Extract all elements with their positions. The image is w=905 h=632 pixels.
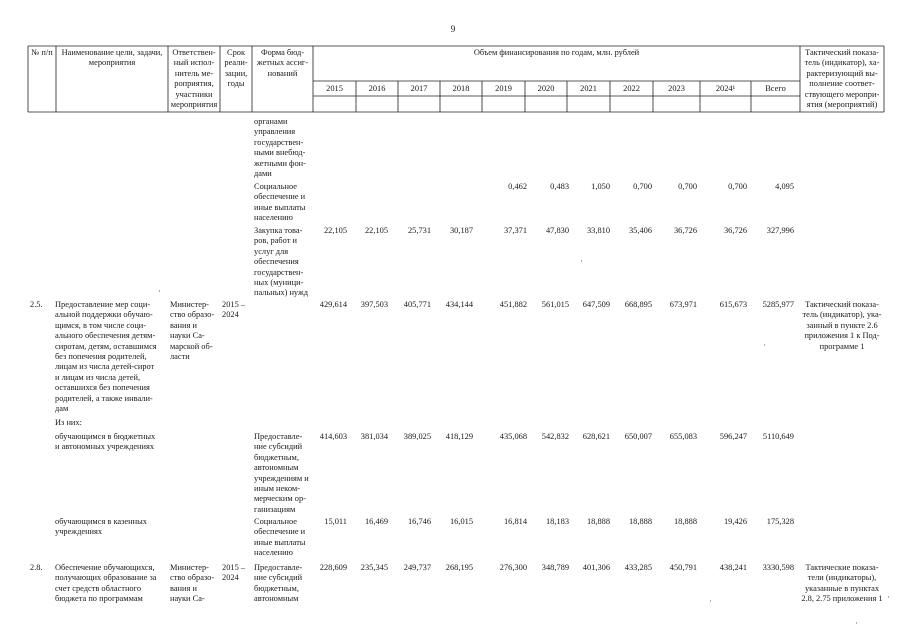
row-value-2018: 16,015: [449, 517, 473, 526]
row-value-2021: 33,810: [586, 226, 610, 235]
row-value-2023: 18,888: [673, 517, 697, 526]
header-year-2016: 2016: [368, 84, 386, 93]
header-year-2020: 2020: [537, 84, 555, 93]
row-value-2023: 0,700: [678, 182, 697, 191]
row-value-2021: 1,050: [591, 182, 610, 191]
row-value-2016: 22,105: [364, 226, 388, 235]
row-value-2018: 268,195: [445, 563, 473, 572]
row-term: 2015 – 2024: [222, 300, 246, 320]
row-value-2019: 37,371: [503, 226, 527, 235]
header-year-2019: 2019: [495, 84, 512, 93]
row-value-2016: 381,034: [360, 432, 388, 441]
row-value-total: 4,095: [775, 182, 794, 191]
row-value-2020: 0,483: [550, 182, 569, 191]
row-value-2022: 668,895: [624, 300, 652, 309]
header-year-2024: 2024¹: [715, 84, 736, 93]
row-value-2018: 418,129: [445, 432, 473, 441]
row-value-2024: 596,247: [719, 432, 747, 441]
row-value-2019: 451,882: [499, 300, 527, 309]
row-value-2021: 18,888: [586, 517, 610, 526]
scan-speck: ·: [887, 592, 890, 602]
row-subheading: Из них:: [55, 418, 82, 427]
row-value-2024: 19,426: [723, 517, 747, 526]
scan-speck: ·: [580, 256, 583, 266]
scan-speck: ·: [158, 286, 161, 296]
row-value-2021: 628,621: [582, 432, 610, 441]
row-value-2017: 405,771: [403, 300, 431, 309]
header-col-form: Форма бюд- жетных ассиг- нований: [256, 48, 309, 78]
row-measure-name: обучающимся в бюджетных и автономных учреждениях: [55, 432, 156, 452]
row-executor: Министер- ство образо- вания и науки Са- марской об- ласти: [170, 300, 215, 362]
row-value-2024: 615,673: [719, 300, 747, 309]
header-col-indicator: Тактический показа- тель (индикатор), ха- рактеризующий вы- полнение соответ- ствующего меропри- ятия (мероприятий): [804, 48, 880, 110]
row-measure-name: Обеспечение обучающихся, получающих образование за счет средств областного бюджета по программам: [55, 563, 157, 604]
row-value-2016: 397,503: [360, 300, 388, 309]
header-year-2017: 2017: [410, 84, 428, 93]
row-value-2016: 16,469: [364, 517, 388, 526]
row-measure-name: обучающимся в казенных учреждениях: [55, 517, 147, 537]
row-value-2018: 30,187: [449, 226, 473, 235]
row-form-text: органами управления государствен- ными внебюд- жетными фон- дами: [254, 117, 306, 179]
row-value-2022: 650,007: [624, 432, 652, 441]
row-form-text: Предоставле- ние субсидий бюджетным, автономным: [254, 563, 303, 604]
row-number: 2.5.: [30, 300, 43, 309]
row-form-text: Социальное обеспечение и иные выплаты населению: [254, 182, 306, 223]
row-value-2020: 348,789: [541, 563, 569, 572]
header-col-number: № п/п: [31, 48, 53, 57]
row-value-2016: 235,345: [360, 563, 388, 572]
row-value-2019: 0,462: [508, 182, 527, 191]
row-value-2015: 414,603: [319, 432, 347, 441]
header-col-name: Наименование цели, задачи, мероприятия: [61, 48, 163, 68]
row-value-2020: 18,183: [545, 517, 569, 526]
row-indicator: Тактические показа- тели (индикаторы), указанные в пунктах 2.8, 2.75 приложения 1: [801, 563, 883, 604]
row-value-2015: 15,011: [324, 517, 347, 526]
header-year-2023: 2023: [668, 84, 685, 93]
row-value-2023: 655,083: [669, 432, 697, 441]
row-form-text: Социальное обеспечение и иные выплаты населению: [254, 517, 306, 558]
row-value-2021: 401,306: [582, 563, 610, 572]
row-value-2024: 438,241: [719, 563, 747, 572]
row-value-2023: 36,726: [673, 226, 697, 235]
row-value-2017: 249,737: [403, 563, 431, 572]
row-value-total: 5110,649: [762, 432, 794, 441]
row-value-2020: 542,832: [541, 432, 569, 441]
row-value-total: 327,996: [766, 226, 794, 235]
row-value-2017: 16,746: [407, 517, 431, 526]
row-value-2023: 450,791: [669, 563, 697, 572]
row-value-2020: 47,830: [545, 226, 569, 235]
row-value-2019: 435,068: [499, 432, 527, 441]
page-number: 9: [450, 24, 456, 34]
row-value-2019: 276,300: [499, 563, 527, 572]
row-number: 2.8.: [30, 563, 43, 572]
header-col-financing: Объем финансирования по годам, млн. рублей: [473, 48, 640, 57]
row-executor: Министер- ство образо- вания и науки Са-: [170, 563, 215, 604]
row-form-text: Закупка това- ров, работ и услуг для обеспечения государствен- ных (муници- пальных) нужд: [254, 226, 309, 298]
row-value-2017: 25,731: [407, 226, 431, 235]
row-value-2021: 647,509: [582, 300, 610, 309]
row-value-2022: 35,406: [628, 226, 652, 235]
header-total: Всего: [765, 84, 786, 93]
header-col-term: Срок реали- зации, годы: [224, 48, 248, 89]
row-form-text: Предоставле- ние субсидий бюджетным, автономным учреждениям и иным неком- мерческим ор- ганизациям: [254, 432, 309, 514]
row-value-2022: 18,888: [628, 517, 652, 526]
row-value-2017: 389,025: [403, 432, 431, 441]
row-value-2019: 16,814: [503, 517, 527, 526]
header-year-2018: 2018: [452, 84, 470, 93]
row-value-2020: 561,015: [541, 300, 569, 309]
row-value-2015: 429,614: [319, 300, 347, 309]
scan-speck: ·: [855, 618, 858, 628]
scan-speck: ·: [709, 596, 712, 606]
header-year-2021: 2021: [580, 84, 597, 93]
row-value-2022: 0,700: [633, 182, 652, 191]
row-value-2018: 434,144: [445, 300, 473, 309]
row-term: 2015 – 2024: [222, 563, 246, 583]
header-year-2022: 2022: [623, 84, 640, 93]
row-value-2024: 0,700: [728, 182, 747, 191]
row-indicator: Тактический показа- тель (индикатор), ука- занный в пункте 2.6 приложения 1 к Под- программе 1: [802, 300, 882, 351]
row-value-2015: 22,105: [323, 226, 347, 235]
header-year-2015: 2015: [326, 84, 343, 93]
row-value-total: 3330,598: [762, 563, 794, 572]
row-measure-name: Предоставление мер соци- альной поддержки обучаю- щимся, в том числе соци- ального обеспечения детям- сиротам, детям, оставшимся без попечения родителей, лицам из числа детей-сирот и лицам из числа детей, оставшихся без попечения родителей, а также инвали- дам: [55, 300, 157, 414]
header-col-executor: Ответствен- ный испол- нитель ме- роприятия, участники мероприятия: [170, 48, 218, 110]
row-value-total: 5285,977: [762, 300, 794, 309]
scan-speck: ·: [763, 340, 766, 350]
row-value-2023: 673,971: [669, 300, 697, 309]
row-value-2022: 433,285: [624, 563, 652, 572]
row-value-total: 175,328: [766, 517, 794, 526]
row-value-2015: 228,609: [319, 563, 347, 572]
row-value-2024: 36,726: [723, 226, 747, 235]
